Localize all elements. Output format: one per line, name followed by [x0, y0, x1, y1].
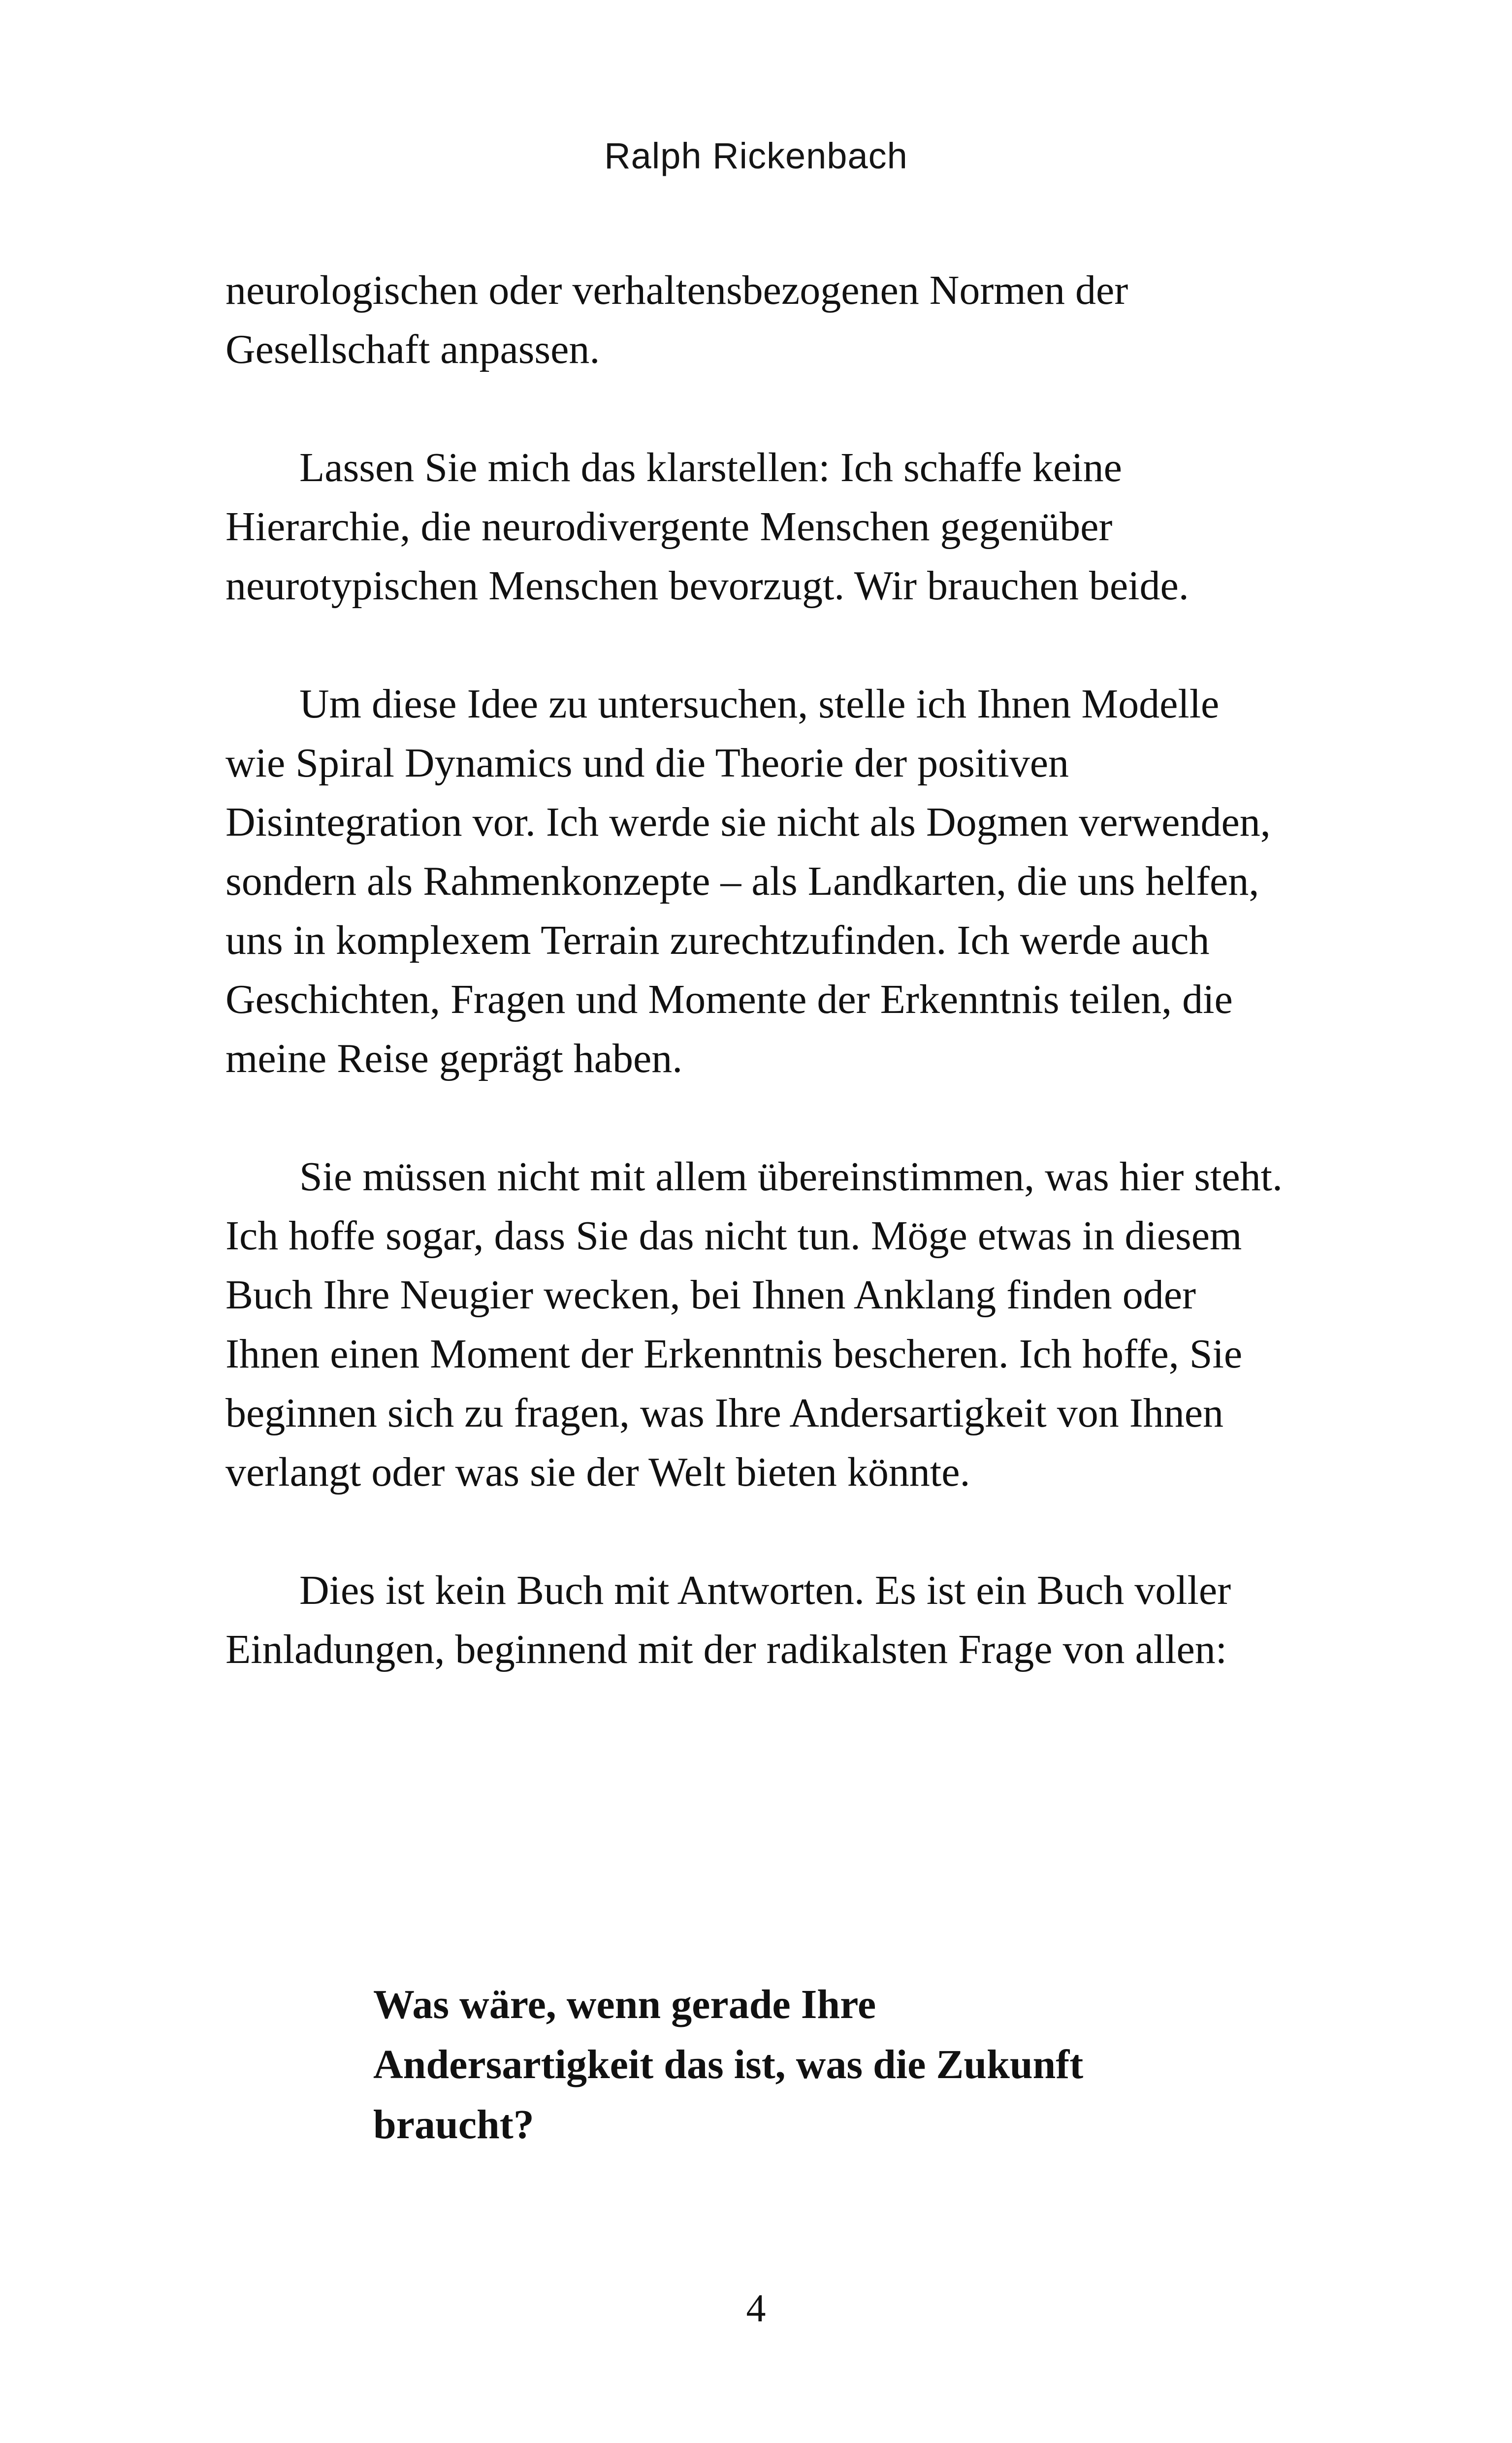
page-number: 4: [746, 2287, 766, 2330]
running-header-author: Ralph Rickenbach: [604, 135, 908, 176]
paragraph-5: Dies ist kein Buch mit Antworten. Es ist ein Buch voller Einladungen, beginnend mit der radikalsten Frage von allen:: [225, 1567, 1231, 1672]
highlighted-question: Was wäre, wenn gerade Ihre Andersartigkeit das ist, was die Zukunft braucht?: [373, 1982, 1084, 2148]
body-text: [225, 261, 1287, 1738]
paragraph-2: Lassen Sie mich das klarstellen: Ich schaffe keine Hierarchie, die neurodivergente Menschen gegenüber neurotypischen Menschen bevorzugt. Wir brauchen beide.: [225, 445, 1189, 609]
paragraph-4: Sie müssen nicht mit allem übereinstimmen, was hier steht. Ich hoffe sogar, dass Sie das nicht tun. Möge etwas in diesem Buch Ihre Neugier wecken, bei Ihnen Anklang finden oder Ihnen einen Moment der Erkenntnis bescheren. Ich hoffe, Sie beginnen sich zu fragen, was Ihre Andersartigkeit von Ihnen verlangt oder was sie der Welt bieten könnte.: [225, 1154, 1283, 1495]
paragraph-3: Um diese Idee zu untersuchen, stelle ich Ihnen Modelle wie Spiral Dynamics und die Theorie der positiven Disintegration vor. Ich werde sie nicht als Dogmen verwenden, sondern als Rahmenkonzepte – als Landkarten, die uns helfen, uns in komplexem Terrain zurechtzufinden. Ich werde auch Geschichten, Fragen und Momente der Erkenntnis teilen, die meine Reise geprägt haben.: [225, 681, 1271, 1081]
paragraph-continuation: neurologischen oder verhaltensbezogenen Normen der Gesellschaft anpassen.: [225, 267, 1128, 372]
